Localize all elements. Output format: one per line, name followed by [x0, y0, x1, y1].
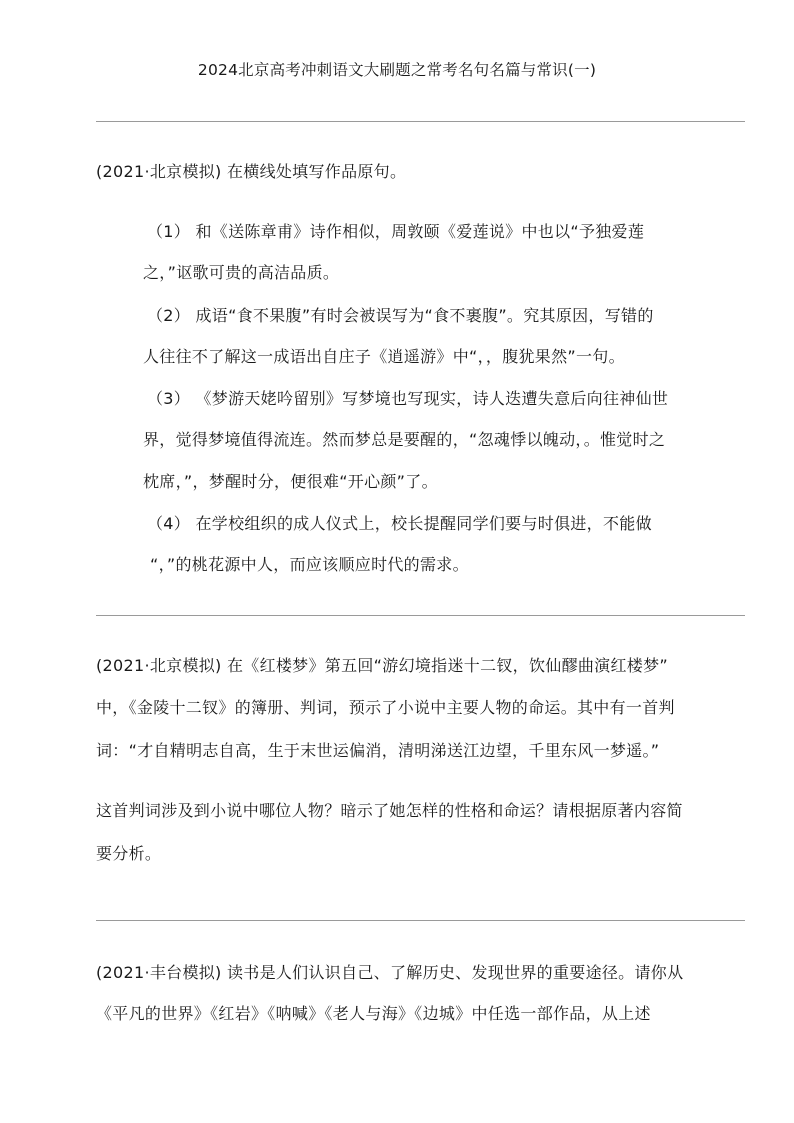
question-2-prompt: 在《红楼梦》第五回“游幻境指迷十二钗，饮仙醪曲演红楼梦”	[226, 656, 668, 675]
question-2-line: 要分析。	[96, 844, 162, 863]
question-3-intro	[96, 962, 683, 984]
question-1-source: (2021·北京模拟)	[96, 162, 222, 181]
document-title: 2024北京高考冲刺语文大刷题之常考名句名篇与常识(一)	[197, 61, 597, 79]
question-1-line: 枕席，”，梦醒时分，便很难“开心颜”了。	[143, 472, 438, 491]
question-1-prompt: 在横线处填写作品原句。	[226, 162, 407, 181]
question-2-source: (2021·北京模拟)	[96, 656, 222, 675]
question-3-prompt: 读书是人们认识自己、了解历史、发现世界的重要途径。请你从	[226, 963, 684, 982]
question-1-line: 人往往不了解这一成语出自庄子《逍遥游》中“，，腹犹果然”一句。	[143, 347, 625, 366]
section-divider	[96, 615, 745, 616]
section-divider	[96, 121, 745, 122]
question-1-line: （3） 《梦游天姥吟留别》写梦境也写现实，诗人迭遭失意后向往神仙世	[147, 389, 669, 408]
question-1-line: 界，觉得梦境值得流连。然而梦总是要醒的，“忽魂悸以魄动，。惟觉时之	[143, 430, 666, 449]
question-3-line: 《平凡的世界》《红岩》《呐喊》《老人与海》《边城》中任选一部作品，从上述	[96, 1004, 651, 1023]
question-2-line: 词：“才自精明志自高，生于末世运偏消，清明涕送江边望，千里东风一梦遥。”	[96, 741, 660, 760]
section-divider	[96, 920, 745, 921]
question-1-intro	[96, 161, 406, 183]
question-2-line: 这首判词涉及到小说中哪位人物？暗示了她怎样的性格和命运？请根据原著内容简	[96, 801, 683, 820]
question-2-intro	[96, 655, 668, 677]
question-1-line: （1） 和《送陈章甫》诗作相似，周敦颐《爱莲说》中也以“予独爱莲	[147, 222, 645, 241]
question-1-line: （4） 在学校组织的成人仪式上，校长提醒同学们要与时俱进，不能做	[147, 514, 652, 533]
question-2-line: 中，《金陵十二钗》的簿册、判词，预示了小说中主要人物的命运。其中有一首判	[96, 698, 675, 717]
question-3-source: (2021·丰台模拟)	[96, 963, 222, 982]
question-1-line: （2） 成语“食不果腹”有时会被误写为“食不裹腹”。究其原因，写错的	[147, 306, 654, 325]
question-1-line: “，”的桃花源中人，而应该顺应时代的需求。	[150, 555, 469, 574]
question-1-line: 之，”讴歌可贵的高洁品质。	[143, 263, 340, 282]
